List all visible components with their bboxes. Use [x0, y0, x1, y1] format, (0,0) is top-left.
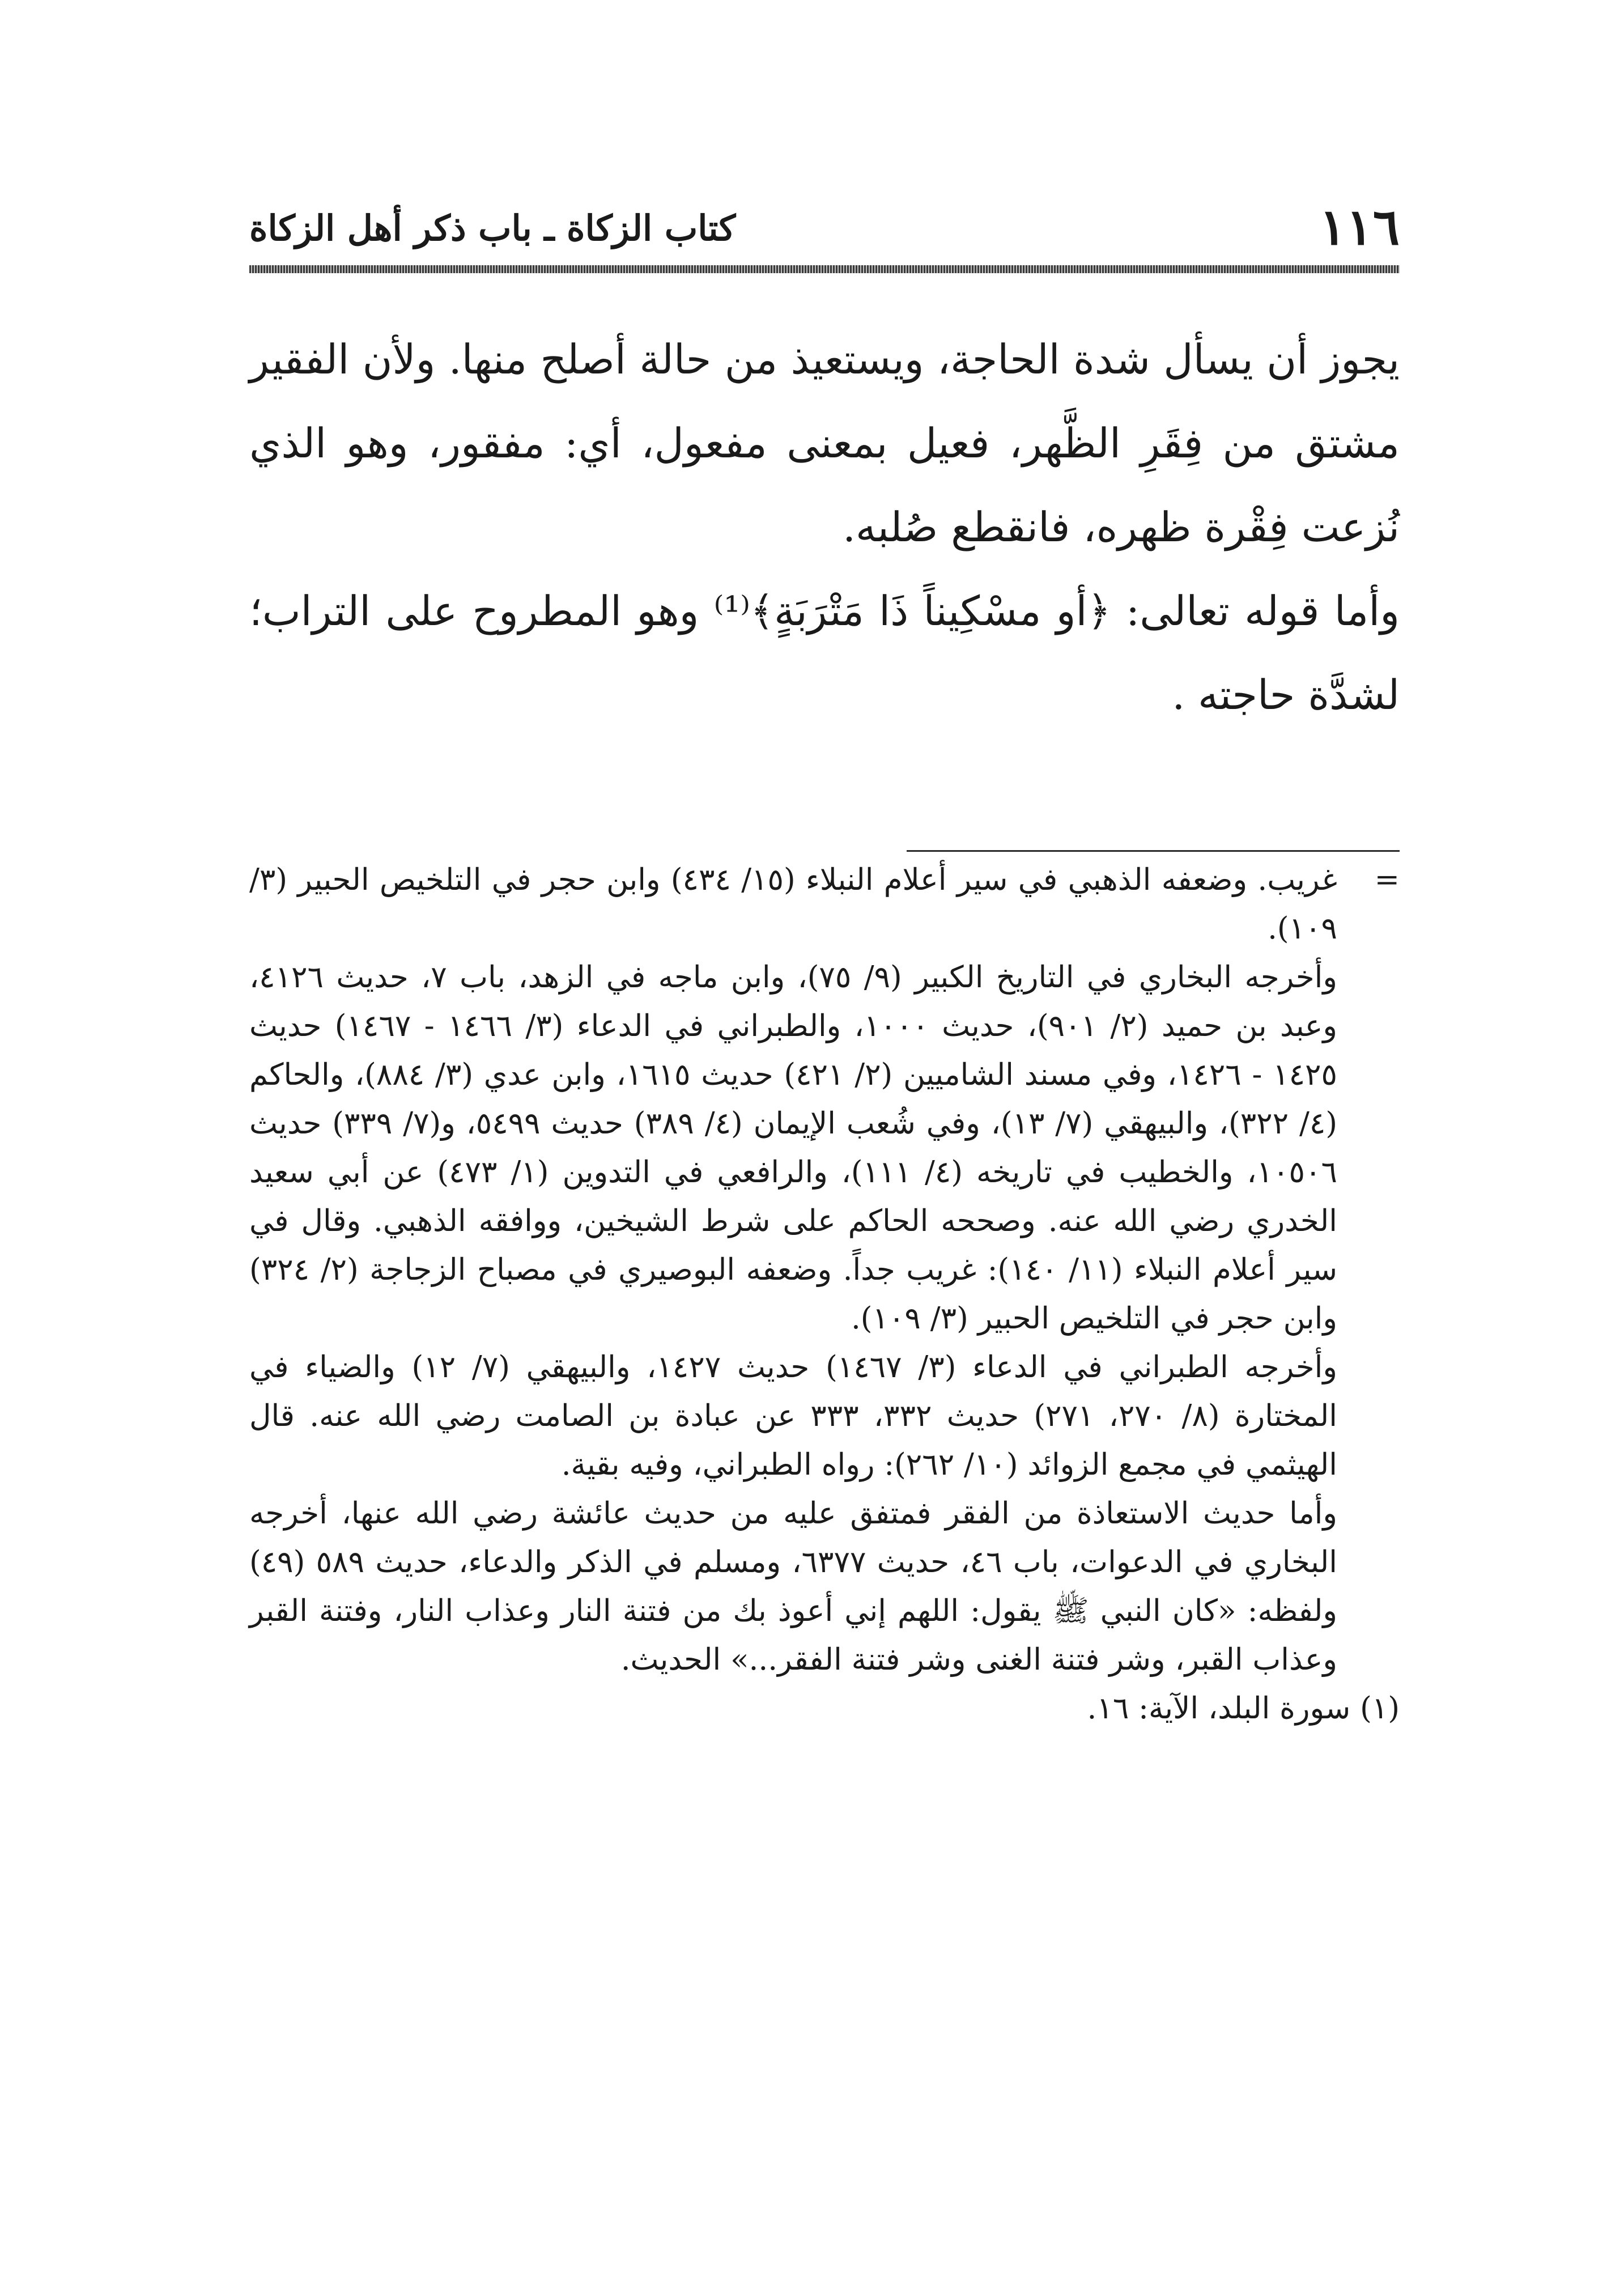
main-paragraph: يجوز أن يسأل شدة الحاجة، ويستعيذ من حالة أصلح منها. ولأن الفقير مشتق من فِقَرِ الظَّهر، فعيل بمعنى مفعول، أي: مفقور، وهو الذي نُزعت فِقْرة ظهره، فانقطع صُلبه.	[249, 336, 1400, 551]
footnote-block: وأخرجه البخاري في التاريخ الكبير (٩/ ٧٥)، وابن ماجه في الزهد، باب ٧، حديث ٤١٢٦، وعبد بن حميد (٢/ ٩٠١)، حديث ١٠٠٠، والطبراني في الدعاء (٣/ ١٤٦٦ - ١٤٦٧) حديث ١٤٢٥ - ١٤٢٦، وفي مسند الشاميين (٢/ ٤٢١) حديث ١٦١٥، وابن عدي (٣/ ٨٨٤)، والحاكم (٤/ ٣٢٢)، والبيهقي (٧/ ١٣)، وفي شُعب الإيمان (٤/ ٣٨٩) حديث ٥٤٩٩، و(٧/ ٣٣٩) حديث ١٠٥٠٦، والخطيب في تاريخه (٤/ ١١١)، والرافعي في التدوين (١/ ٤٧٣) عن أبي سعيد الخدري رضي الله عنه. وصححه الحاكم على شرط الشيخين، ووافقه الذهبي. وقال في سير أعلام النبلاء (١١/ ١٤٠): غريب جداً. وضعفه البوصيري في مصباح الزجاجة (٢/ ٣٢٤) وابن حجر في التلخيص الحبير (٣/ ١٠٩).	[249, 960, 1338, 1336]
footnote-continuation-text: غريب. وضعفه الذهبي في سير أعلام النبلاء (١٥/ ٤٣٤) وابن حجر في التلخيص الحبير (٣/ ١٠٩).	[249, 863, 1337, 946]
page-number: ١١٦	[1319, 197, 1400, 256]
main-paragraph: وأما قوله تعالى: ﴿أو مسْكِيناً ذَا مَتْرَبَةٍ﴾⁽¹⁾ وهو المطروح على التراب؛ لشدَّة حاجته .	[249, 587, 1400, 719]
header-rule	[249, 265, 1400, 273]
main-text	[249, 317, 1400, 737]
footnote-continuation	[249, 856, 1400, 953]
footnote-block: وأخرجه الطبراني في الدعاء (٣/ ١٤٦٧) حديث ١٤٢٧، والبيهقي (٧/ ١٢) والضياء في المختارة (٨/ ٢٧٠، ٢٧١) حديث ٣٣٢، ٣٣٣ عن عبادة بن الصامت رضي الله عنه. قال الهيثمي في مجمع الزوائد (١٠/ ٢٦٢): رواه الطبراني، وفيه بقية.	[249, 1350, 1337, 1482]
footnote-note: (١) سورة البلد، الآية: ١٦.	[1087, 1691, 1400, 1726]
footnotes-section	[249, 856, 1400, 1733]
continuation-mark: =	[1374, 863, 1400, 897]
footnote-block: وأما حديث الاستعاذة من الفقر فمتفق عليه من حديث عائشة رضي الله عنها، أخرجه البخاري في الدعوات، باب ٤٦، حديث ٦٣٧٧، ومسلم في الذكر والدعاء، حديث ٥٨٩ (٤٩) ولفظه: «كان النبي ﷺ يقول: اللهم إني أعوذ بك من فتنة النار وعذاب النار، وفتنة القبر وعذاب القبر، وشر فتنة الغنى وشر فتنة الفقر...» الحديث.	[249, 1496, 1338, 1677]
running-title: كتاب الزكاة ـ باب ذكر أهل الزكاة	[249, 207, 736, 249]
page-header	[249, 196, 1400, 258]
footnote-rule	[907, 850, 1400, 852]
